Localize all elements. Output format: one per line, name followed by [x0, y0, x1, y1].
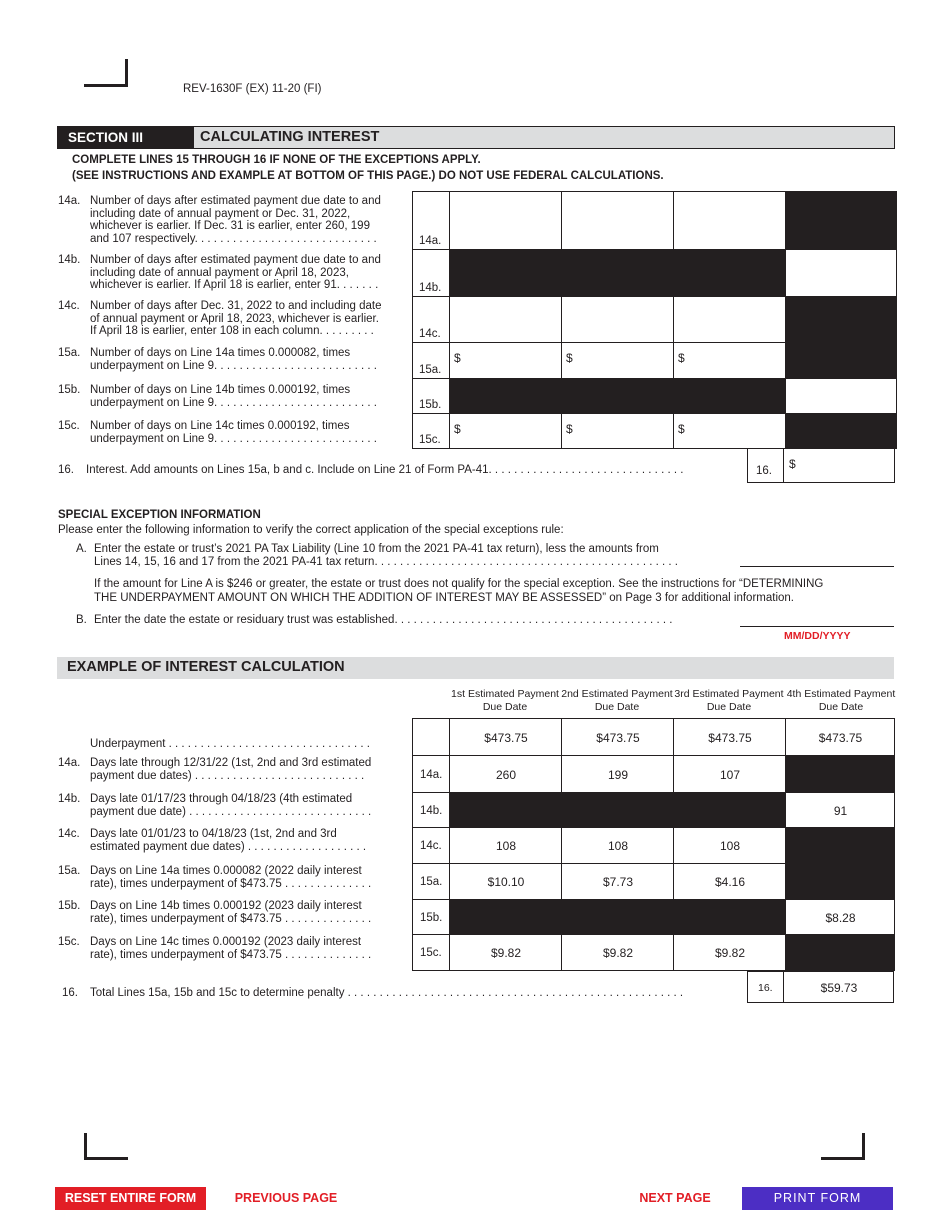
shaded-cell — [785, 934, 895, 971]
line-number: 16. — [58, 464, 74, 476]
line-box-label: 16. — [747, 448, 784, 483]
shaded-cell — [449, 249, 562, 297]
item-b-date-input[interactable] — [740, 626, 894, 627]
shaded-cell — [785, 755, 895, 793]
shaded-cell — [449, 899, 562, 935]
shaded-cell — [673, 378, 786, 414]
crop-mark-bottom-left — [84, 1133, 87, 1160]
date-format-hint: MM/DD/YYYY — [784, 630, 851, 642]
line-14b-input-col-4[interactable] — [785, 249, 897, 297]
line-14c-label: Number of days after Dec. 31, 2022 to and including date of annual payment or April 18, 2023, whichever is earlier. If April 18 is earlier, enter 108 in each column. . . . . . . . . — [90, 300, 382, 337]
example-line-16-label: Total Lines 15a, 15b and 15c to determine penalty . . . . . . . . . . . . . . . . . . . . . . . . . . . . . . . . . . . . . . . . . . . . . . . . . . . . . — [90, 987, 684, 999]
item-a-line-1: Enter the estate or trust’s 2021 PA Tax Liability (Line 10 from the 2021 PA-41 tax return), less the amounts from — [94, 543, 659, 555]
shaded-cell — [561, 899, 674, 935]
example-value-cell: 199 — [561, 755, 674, 793]
item-a-note-1: If the amount for Line A is $246 or greater, the estate or trust does not qualify for the special exception. See the instructions for “DETERMINING — [94, 578, 824, 590]
section-label: SECTION III — [58, 127, 194, 148]
line-box-label: 15a. — [412, 342, 450, 379]
line-15a-input-col-2[interactable]: $ — [561, 342, 674, 379]
line-16-label: Interest. Add amounts on Lines 15a, b and c. Include on Line 21 of Form PA-41. . . . . . . . . . . . . . . . . . . . . . . . . . . . . . . — [86, 464, 684, 476]
line-number: 14b. — [58, 254, 81, 266]
line-box-label: 15c. — [412, 934, 450, 971]
line-14c-input-col-1[interactable] — [449, 296, 562, 343]
crop-mark-top — [125, 59, 128, 87]
line-box-label: 16. — [747, 971, 784, 1003]
line-15a-input-col-3[interactable]: $ — [673, 342, 786, 379]
crop-mark-bottom-right — [862, 1133, 865, 1160]
line-14b-label: Number of days after estimated payment due date to and including date of annual payment or April 18, 2023, whichever is earlier. If April 18 is earlier, enter 91. . . . . . . — [90, 254, 381, 291]
line-number: 16. — [62, 987, 78, 999]
line-number: 14b. — [58, 793, 81, 805]
line-box-label: 15b. — [412, 899, 450, 935]
crop-mark-top — [84, 84, 128, 87]
example-value-cell: 91 — [785, 792, 895, 828]
line-box-label: 14a. — [412, 755, 450, 793]
reset-form-button[interactable]: RESET ENTIRE FORM — [55, 1187, 206, 1210]
shaded-cell — [561, 792, 674, 828]
example-value-cell: 108 — [449, 827, 562, 864]
form-code: REV-1630F (EX) 11-20 (FI) — [183, 83, 322, 95]
section-title: CALCULATING INTEREST — [200, 129, 380, 145]
line-box-label — [412, 718, 450, 756]
shaded-cell — [673, 899, 786, 935]
example-header — [57, 657, 894, 679]
shaded-cell — [785, 413, 897, 449]
example-value-cell: $7.73 — [561, 863, 674, 900]
line-box-label: 14b. — [412, 249, 450, 297]
example-value-cell: $473.75 — [561, 718, 674, 756]
example-value-cell: $473.75 — [449, 718, 562, 756]
line-15c-input-col-2[interactable]: $ — [561, 413, 674, 449]
example-value-cell: 260 — [449, 755, 562, 793]
example-r15a-label: Days on Line 14a times 0.000082 (2022 daily interest rate), times underpayment of $473.75 . . . . . . . . . . . . . . — [90, 865, 372, 890]
example-value-cell: $10.10 — [449, 863, 562, 900]
shaded-cell — [785, 863, 895, 900]
line-number: 15a. — [58, 865, 81, 877]
line-number: 15b. — [58, 384, 81, 396]
line-14a-input-col-2[interactable] — [561, 191, 674, 250]
line-14a-label: Number of days after estimated payment due date to and including date of annual payment or Dec. 31, 2022, whichever is earlier. If Dec. 31 is earlier, enter 260, 199 and 107 respectively. . . . . . . . . . . . . . . . . . . . . . . . . . . . . — [90, 195, 381, 245]
example-value-cell: 107 — [673, 755, 786, 793]
line-14a-input-col-3[interactable] — [673, 191, 786, 250]
example-value-cell: $9.82 — [673, 934, 786, 971]
line-box-label: 14b. — [412, 792, 450, 828]
item-a-note-2: THE UNDERPAYMENT AMOUNT ON WHICH THE ADDITION OF INTEREST MAY BE ASSESSED” on Page 3 for additional information. — [94, 592, 794, 604]
line-15c-label: Number of days on Line 14c times 0.000192, times underpayment on Line 9. . . . . . . . . . . . . . . . . . . . . . . . . . — [90, 420, 377, 445]
line-15a-input-col-1[interactable]: $ — [449, 342, 562, 379]
line-number: 14a. — [58, 757, 81, 769]
example-r15c-label: Days on Line 14c times 0.000192 (2023 daily interest rate), times underpayment of $473.75 . . . . . . . . . . . . . . — [90, 936, 372, 961]
line-number: 15c. — [58, 420, 80, 432]
section-header — [57, 126, 895, 149]
example-r15b-label: Days on Line 14b times 0.000192 (2023 daily interest rate), times underpayment of $473.75 . . . . . . . . . . . . . . — [90, 900, 372, 925]
example-column-header: 4th Estimated Payment Due Date — [786, 688, 896, 713]
shaded-cell — [561, 378, 674, 414]
example-column-header: 2nd Estimated Payment Due Date — [561, 688, 673, 713]
line-box-label: 14a. — [412, 191, 450, 250]
next-page-button[interactable]: NEXT PAGE — [639, 1191, 711, 1205]
example-line-16-value: $59.73 — [783, 971, 894, 1003]
shaded-cell — [785, 827, 895, 864]
line-box-label: 15c. — [412, 413, 450, 449]
example-r14b-label: Days late 01/17/23 through 04/18/23 (4th estimated payment due date) . . . . . . . . . . . . . . . . . . . . . . . . . . . . . — [90, 793, 372, 818]
line-15b-input-col-4[interactable] — [785, 378, 897, 414]
instruction-line-1: COMPLETE LINES 15 THROUGH 16 IF NONE OF THE EXCEPTIONS APPLY. — [72, 154, 481, 166]
shaded-cell — [785, 296, 897, 343]
shaded-cell — [449, 792, 562, 828]
shaded-cell — [561, 249, 674, 297]
special-exception-heading: SPECIAL EXCEPTION INFORMATION — [58, 509, 261, 521]
line-14c-input-col-3[interactable] — [673, 296, 786, 343]
line-number: 15c. — [58, 936, 80, 948]
print-form-button[interactable]: PRINT FORM — [742, 1187, 893, 1210]
example-value-cell: $473.75 — [785, 718, 895, 756]
example-value-cell: $4.16 — [673, 863, 786, 900]
special-exception-intro: Please enter the following information to verify the correct application of the special exceptions rule: — [58, 524, 564, 536]
line-number: 14a. — [58, 195, 81, 207]
shaded-cell — [449, 378, 562, 414]
shaded-cell — [673, 792, 786, 828]
example-under-label: Underpayment . . . . . . . . . . . . . . . . . . . . . . . . . . . . . . . . — [90, 738, 370, 750]
line-14a-input-col-1[interactable] — [449, 191, 562, 250]
line-number: 14c. — [58, 828, 80, 840]
line-number: 14c. — [58, 300, 80, 312]
example-value-cell: $8.28 — [785, 899, 895, 935]
item-b-label: B. — [76, 614, 87, 626]
example-r14c-label: Days late 01/01/23 to 04/18/23 (1st, 2nd and 3rd estimated payment due dates) . . . . . . . . . . . . . . . . . . . — [90, 828, 367, 853]
example-title: EXAMPLE OF INTEREST CALCULATION — [67, 659, 345, 675]
line-box-label: 15b. — [412, 378, 450, 414]
instruction-line-2: (SEE INSTRUCTIONS AND EXAMPLE AT BOTTOM OF THIS PAGE.) DO NOT USE FEDERAL CALCULATIONS. — [72, 170, 664, 182]
example-column-header: 1st Estimated Payment Due Date — [451, 688, 559, 713]
crop-mark-bottom-right — [821, 1157, 865, 1160]
example-column-header: 3rd Estimated Payment Due Date — [674, 688, 784, 713]
line-box-label: 14c. — [412, 296, 450, 343]
line-number: 15a. — [58, 347, 81, 359]
line-box-label: 15a. — [412, 863, 450, 900]
line-15c-input-col-1[interactable]: $ — [449, 413, 562, 449]
item-a-label: A. — [76, 543, 87, 555]
shaded-cell — [785, 342, 897, 379]
example-value-cell: 108 — [673, 827, 786, 864]
item-b-text: Enter the date the estate or residuary trust was established. . . . . . . . . . . . . . . . . . . . . . . . . . . . . . . . . . . . . . . . . . . . — [94, 614, 673, 626]
line-15a-label: Number of days on Line 14a times 0.000082, times underpayment on Line 9. . . . . . . . . . . . . . . . . . . . . . . . . . — [90, 347, 377, 372]
example-r14a-label: Days late through 12/31/22 (1st, 2nd and 3rd estimated payment due dates) . . . . . . . . . . . . . . . . . . . . . . . . . . . — [90, 757, 372, 782]
example-value-cell: 108 — [561, 827, 674, 864]
item-a-line-2: Lines 14, 15, 16 and 17 from the 2021 PA-41 tax return. . . . . . . . . . . . . . . . . . . . . . . . . . . . . . . . . . . . . . . . . . . . . . . . — [94, 556, 678, 568]
shaded-cell — [673, 249, 786, 297]
example-value-cell: $473.75 — [673, 718, 786, 756]
previous-page-button[interactable]: PREVIOUS PAGE — [234, 1191, 338, 1205]
shaded-cell — [785, 191, 897, 250]
line-number: 15b. — [58, 900, 81, 912]
example-value-cell: $9.82 — [561, 934, 674, 971]
line-box-label: 14c. — [412, 827, 450, 864]
item-a-input[interactable] — [740, 566, 894, 567]
line-15c-input-col-3[interactable]: $ — [673, 413, 786, 449]
example-value-cell: $9.82 — [449, 934, 562, 971]
line-14c-input-col-2[interactable] — [561, 296, 674, 343]
line-15b-label: Number of days on Line 14b times 0.000192, times underpayment on Line 9. . . . . . . . . . . . . . . . . . . . . . . . . . — [90, 384, 377, 409]
crop-mark-bottom-left — [84, 1157, 128, 1160]
line-16-input[interactable]: $ — [783, 448, 895, 483]
